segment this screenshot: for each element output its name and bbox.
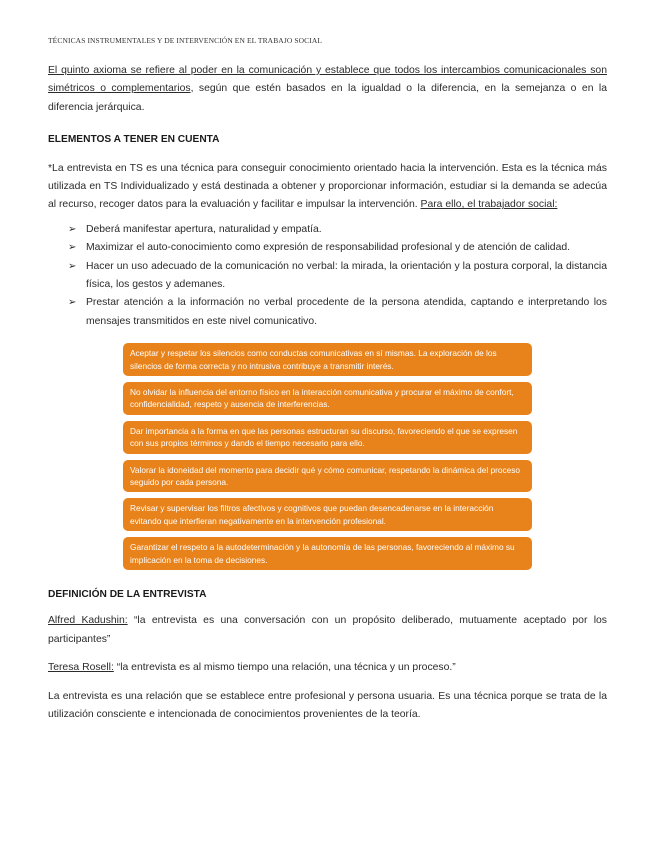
intro-text: *La entrevista en TS es una técnica para conseguir conocimiento orientado hacia la intervención. Esta es la técnica más utilizada en TS Individualizado y está destinada a obtener y proporcionar información, estudiar si la demanda se adecúa al recurso, recoger datos para la evaluación y facilitar e impulsar la intervención. — [48, 162, 607, 211]
section-heading-definicion: DEFINICIÓN DE LA ENTREVISTA — [48, 589, 207, 601]
arrow-bullet-icon: ➢ — [68, 242, 77, 254]
list-item-text: Hacer un uso adecuado de la comunicación no verbal: la mirada, la orientación y la postura corporal, la distancia física, los gestos y ademanes. — [86, 260, 607, 291]
definition-rosell-text: “la entrevista es al mismo tiempo una relación, una técnica y un proceso.” — [113, 662, 456, 674]
orange-box-item: No olvidar la influencia del entorno físico en la interacción comunicativa y procurar el máximo de confort, confidencialidad, respeto y ausencia de interferencias. — [123, 382, 532, 415]
definition-rosell — [48, 659, 607, 677]
list-item — [48, 221, 607, 239]
axiom-rest-text: , según que estén basados en la igualdad o la diferencia, en la semejanza o en la diferencia jerárquica. — [48, 83, 608, 113]
list-item-text: Maximizar el auto-conocimiento como expresión de responsabilidad profesional y de atención de calidad. — [86, 242, 571, 254]
list-item-text: Prestar atención a la información no verbal procedente de la persona atendida, captando e interpretando los mensajes transmitidos en este nivel comunicativo. — [86, 297, 607, 327]
arrow-bullet-icon: ➢ — [68, 297, 77, 309]
definition-kadushin — [48, 612, 607, 649]
definition-kadushin-text: “la entrevista es una conversación con un propósito deliberado, mutuamente aceptado por los participantes” — [48, 615, 607, 645]
list-item — [48, 294, 607, 331]
closing-paragraph: La entrevista es una relación que se establece entre profesional y persona usuaria. Es una técnica porque se trata de la utilización consciente e intencionada de conocimientos provenientes de la teoría. — [48, 690, 607, 721]
orange-box-item: Garantizar el respeto a la autodeterminación y la autonomía de las personas, favoreciendo al máximo su implicación en la toma de decisiones. — [123, 537, 532, 570]
document-body — [48, 62, 607, 725]
orange-box-item: Dar importancia a la forma en que las personas estructuran su discurso, favoreciendo el que se expresen con sus propios términos y dando el tiempo necesario para ello. — [123, 421, 532, 454]
section-heading-elementos: ELEMENTOS A TENER EN CUENTA — [48, 134, 220, 146]
intro-paragraph — [48, 160, 607, 215]
running-header: TÉCNICAS INSTRUMENTALES Y DE INTERVENCIÓN EN EL TRABAJO SOCIAL — [48, 36, 323, 45]
list-item — [48, 258, 607, 295]
axiom-paragraph — [48, 62, 607, 117]
intro-underlined-text: Para ello, el trabajador social: — [420, 199, 558, 211]
orange-box-item: Revisar y supervisar los filtros afectivos y cognitivos que puedan desencadenarse en la interacción evitando que interfieran negativamente en la intervención profesional. — [123, 498, 532, 531]
list-item-text: Deberá manifestar apertura, naturalidad y empatía. — [86, 223, 322, 235]
arrow-bullet-icon: ➢ — [68, 260, 77, 272]
orange-box-list — [123, 343, 532, 570]
bullet-list — [48, 221, 607, 331]
axiom-underlined-text: El quinto axioma se refiere al poder en la comunicación y establece que todos los intercambios comunicacionales son simétricos o complementarios — [48, 65, 607, 95]
list-item — [48, 239, 607, 257]
orange-box-item: Aceptar y respetar los silencios como conductas comunicativas en sí mismas. La exploración de los silencios de forma correcta y no intrusiva contribuye a transmitir interés. — [123, 343, 532, 376]
arrow-bullet-icon: ➢ — [68, 223, 77, 235]
author-kadushin: Alfred Kadushin: — [48, 615, 128, 627]
orange-box-item: Valorar la idoneidad del momento para decidir qué y cómo comunicar, respetando la dinámica del proceso seguido por cada persona. — [123, 460, 532, 493]
author-rosell: Teresa Rosell: — [48, 662, 114, 674]
